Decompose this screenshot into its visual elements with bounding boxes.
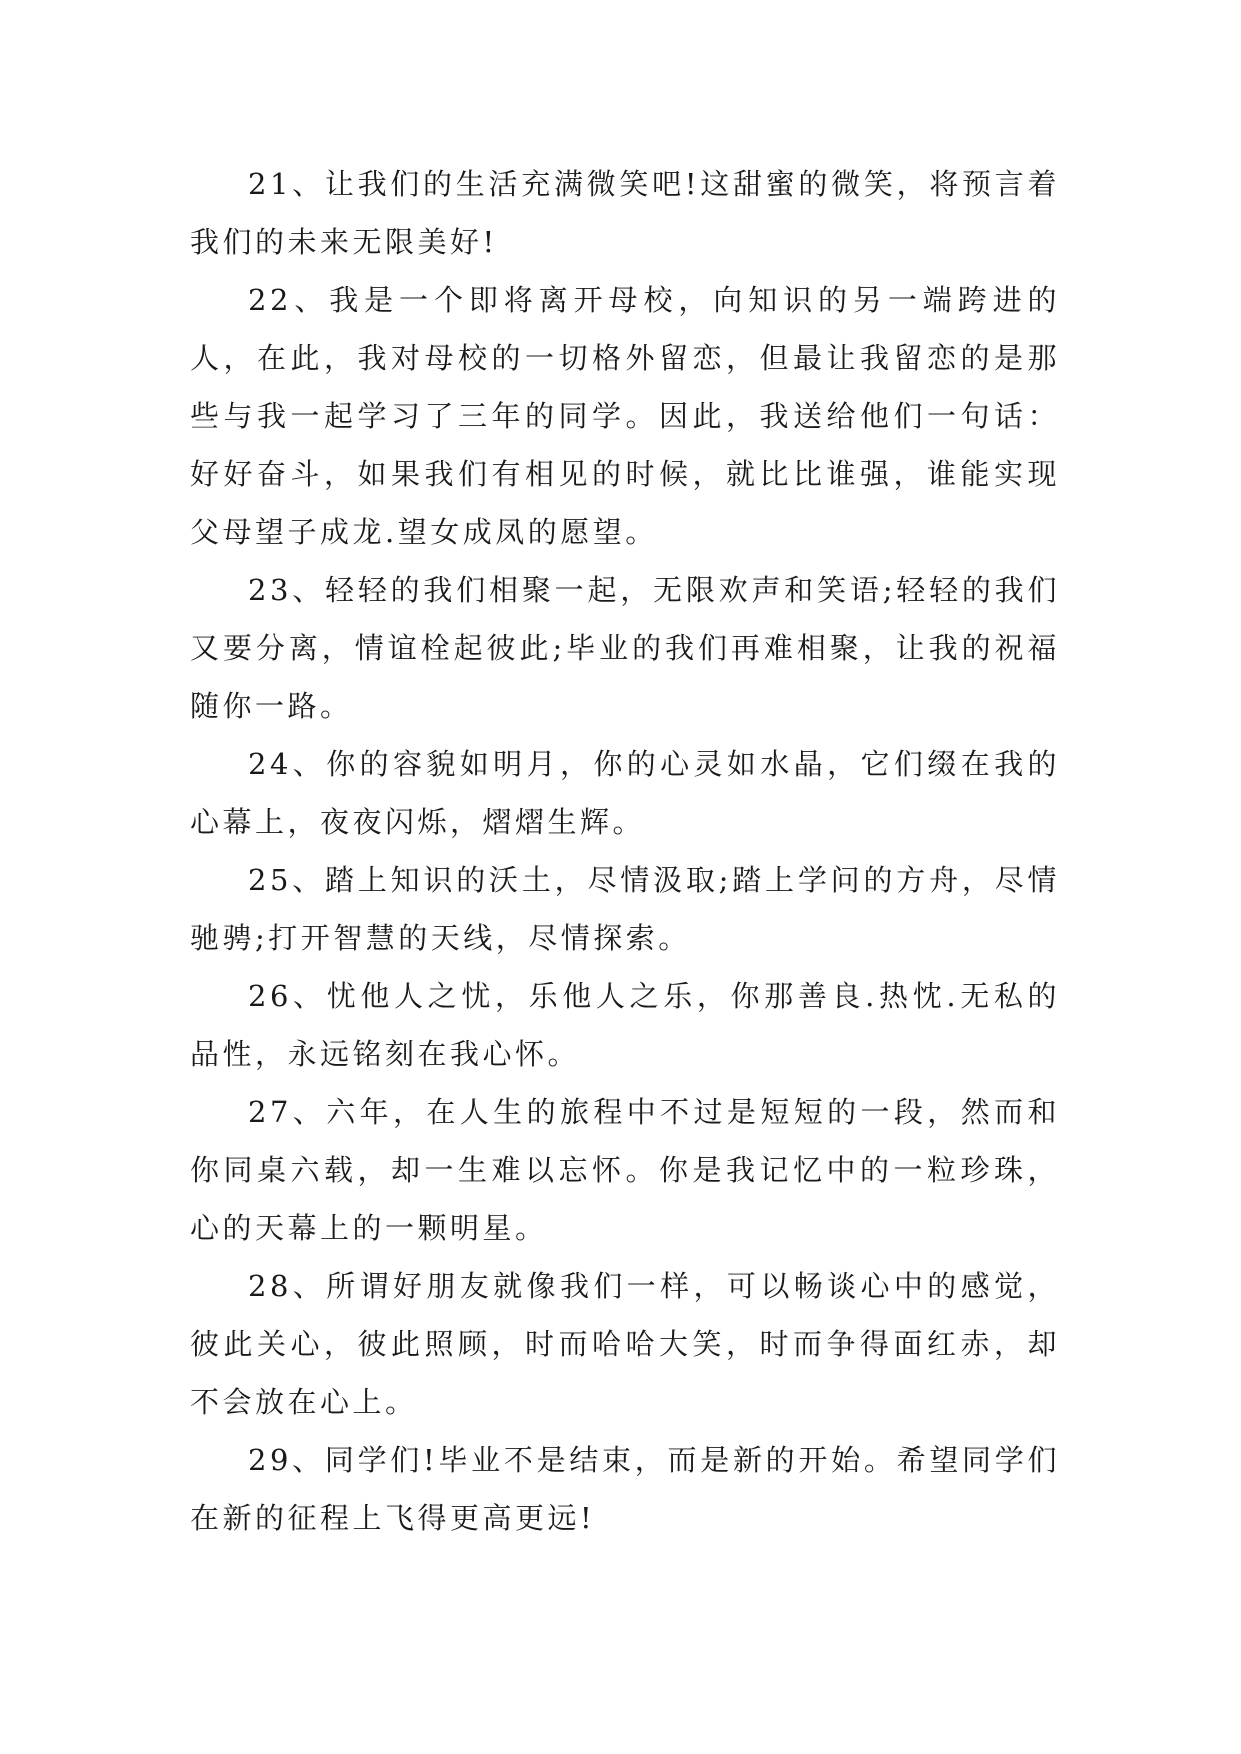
paragraph-25: 25、踏上知识的沃土，尽情汲取;踏上学问的方舟，尽情驰骋;打开智慧的天线，尽情探索。 [190, 863, 1060, 955]
paragraph-28: 28、所谓好朋友就像我们一样，可以畅谈心中的感觉，彼此关心，彼此照顾，时而哈哈大笑，时而争得面红赤，却不会放在心上。 [190, 1269, 1060, 1419]
paragraph-27: 27、六年，在人生的旅程中不过是短短的一段，然而和你同桌六载，却一生难以忘怀。你是我记忆中的一粒珍珠，心的天幕上的一颗明星。 [190, 1095, 1060, 1245]
paragraph-29: 29、同学们!毕业不是结束，而是新的开始。希望同学们在新的征程上飞得更高更远! [190, 1443, 1060, 1535]
paragraph-26: 26、忧他人之忧，乐他人之乐，你那善良.热忱.无私的品性，永远铭刻在我心怀。 [190, 979, 1060, 1071]
paragraph-23: 23、轻轻的我们相聚一起，无限欢声和笑语;轻轻的我们又要分离，情谊栓起彼此;毕业的我们再难相聚，让我的祝福随你一路。 [190, 573, 1060, 723]
paragraph-21: 21、让我们的生活充满微笑吧!这甜蜜的微笑，将预言着我们的未来无限美好! [190, 167, 1060, 259]
paragraph-24: 24、你的容貌如明月，你的心灵如水晶，它们缀在我的心幕上，夜夜闪烁，熠熠生辉。 [190, 747, 1060, 839]
paragraph-22: 22、我是一个即将离开母校，向知识的另一端跨进的人，在此，我对母校的一切格外留恋，但最让我留恋的是那些与我一起学习了三年的同学。因此，我送给他们一句话：好好奋斗，如果我们有相见的时候，就比比谁强，谁能实现父母望子成龙.望女成凤的愿望。 [190, 283, 1060, 549]
document-body [190, 155, 1060, 1547]
